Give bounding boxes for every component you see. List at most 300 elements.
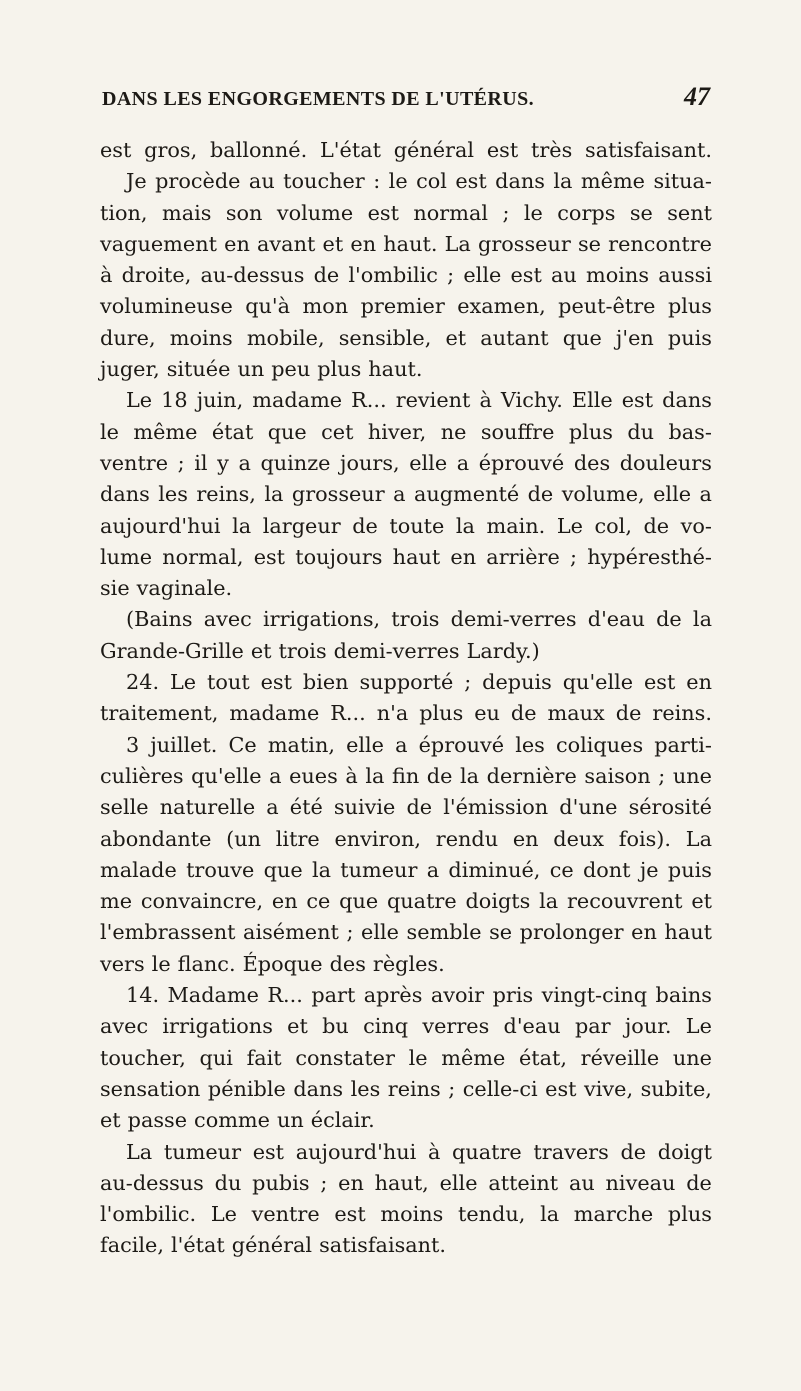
word: le [100, 419, 119, 444]
word: rendu [435, 826, 499, 851]
word: environ, [334, 826, 422, 851]
word: au [248, 169, 275, 194]
text-line [100, 886, 712, 917]
text-line [100, 980, 712, 1011]
running-head: DANS LES ENGORGEMENTS DE L'UTÉRUS. [102, 88, 535, 110]
word: eues [289, 763, 338, 788]
word: plus [667, 294, 712, 319]
word: droite, [121, 263, 192, 288]
word: de [686, 1170, 712, 1195]
text-line [100, 1137, 712, 1168]
word: toucher [283, 169, 365, 194]
word: reins. [652, 701, 712, 726]
word: largeur [262, 513, 341, 538]
word: juin, [196, 388, 244, 413]
word: avec [100, 1014, 149, 1039]
word: la [460, 763, 480, 788]
word: de [510, 701, 537, 726]
word: : [373, 169, 381, 194]
word: atteint [488, 1170, 559, 1195]
word: de [615, 701, 642, 726]
word: deux [553, 826, 605, 851]
word: plus [317, 357, 362, 382]
page-header [100, 82, 710, 118]
word: (Bains [126, 607, 193, 632]
text-line [100, 385, 712, 416]
word: vive, [583, 1076, 634, 1101]
word: plus [667, 1202, 712, 1227]
word: dure, [100, 325, 156, 350]
word: un [276, 1108, 304, 1133]
word: passe [127, 1108, 188, 1133]
word: a [266, 795, 279, 820]
word: revient [395, 388, 471, 413]
text-line [100, 323, 712, 354]
word: de [527, 482, 554, 507]
word: de [406, 795, 433, 820]
word: verres [422, 1014, 490, 1039]
text-line [100, 573, 712, 604]
word: puis [667, 857, 712, 882]
word: qu'elle [562, 670, 634, 695]
word: la [365, 763, 385, 788]
word: l'émission [443, 795, 549, 820]
text-line [100, 761, 712, 792]
word: peu [271, 357, 311, 382]
word: la [553, 169, 573, 194]
word: état [211, 419, 254, 444]
word: le [388, 169, 408, 194]
word: ; [346, 920, 354, 945]
word: dans [495, 169, 545, 194]
word: après [363, 983, 423, 1008]
text-line [100, 291, 712, 322]
word: ; [464, 670, 472, 695]
word: parti- [654, 732, 712, 757]
word: qu'à [245, 294, 291, 319]
word: été [289, 795, 323, 820]
word: irrigations, [263, 607, 381, 632]
word: travers [533, 1139, 609, 1164]
word: R... [267, 983, 303, 1008]
word: mais [161, 200, 212, 225]
word: elle [409, 450, 448, 475]
word: dans [293, 1076, 344, 1101]
text-line [100, 198, 712, 229]
word: Le [556, 513, 583, 538]
word: dont [582, 857, 631, 882]
word: litre [275, 826, 320, 851]
word: avec [203, 607, 252, 632]
word: la [539, 889, 559, 914]
word: est [545, 1076, 577, 1101]
word: doigts [465, 889, 531, 914]
word: diminué, [448, 857, 541, 882]
word: volume, [561, 482, 645, 507]
word: naturelle [159, 795, 256, 820]
word: Époque [242, 951, 323, 976]
word: quinze [260, 450, 331, 475]
word: son [225, 200, 263, 225]
word: éclair. [310, 1108, 375, 1133]
word: cinq [363, 1014, 409, 1039]
word: et [100, 1108, 121, 1133]
word: irrigations [162, 1014, 273, 1039]
word: les [515, 732, 545, 757]
word: demi-verres [333, 638, 460, 663]
word: corps [557, 200, 616, 225]
word: sérosité [628, 795, 712, 820]
text-line [100, 1043, 712, 1074]
word: la [264, 482, 284, 507]
word: pris [492, 983, 534, 1008]
word: fin [391, 763, 420, 788]
word: constater [295, 1045, 395, 1070]
word: est [455, 169, 487, 194]
word: demi-verres [450, 607, 577, 632]
text-line [100, 1011, 712, 1042]
word: d'eau [587, 607, 645, 632]
word: située [166, 357, 231, 382]
word: L'état [320, 138, 381, 162]
word: l'ombilic [348, 263, 438, 288]
word: aussi [658, 263, 712, 288]
word: vingt-cinq [541, 983, 648, 1008]
word: tout [207, 670, 250, 695]
word: des [573, 450, 611, 475]
word: les [350, 1076, 381, 1101]
word: a [238, 450, 251, 475]
word: l'embrassent [100, 920, 236, 945]
text-line [100, 949, 712, 980]
word: hiver, [367, 419, 427, 444]
word: situa- [653, 169, 712, 194]
word: par [574, 1014, 611, 1039]
word: puis [667, 325, 712, 350]
word: douleurs [619, 450, 712, 475]
word: état, [518, 1045, 567, 1070]
text-line [100, 667, 712, 698]
word: elle [346, 732, 384, 757]
word: vers [100, 951, 145, 976]
word: suivie [333, 795, 396, 820]
word: même [441, 1045, 506, 1070]
word: est [253, 544, 286, 569]
word: culières [100, 763, 184, 788]
word: avant [257, 231, 316, 256]
word: les [158, 482, 188, 507]
word: moins [169, 325, 233, 350]
word: haut, [374, 1170, 429, 1195]
word: sensible, [338, 325, 432, 350]
word: comme [194, 1108, 270, 1133]
word: autant [480, 325, 549, 350]
word: souffre [480, 419, 555, 444]
word: le [523, 200, 543, 225]
word: je [639, 857, 659, 882]
word: pubis [252, 1170, 310, 1195]
word: grosseur [291, 482, 385, 507]
word: est [367, 200, 399, 225]
word: une [672, 1045, 712, 1070]
word: en [271, 889, 298, 914]
word: sent [667, 200, 712, 225]
word: marche [573, 1202, 654, 1227]
text-line [100, 511, 712, 542]
word: au-dessus [100, 1170, 204, 1195]
word: traitement, [100, 701, 219, 726]
text-line [100, 135, 712, 166]
text-line [100, 542, 712, 573]
word: subite, [640, 1076, 712, 1101]
text-line [100, 917, 712, 948]
word: est [621, 388, 654, 413]
word: jours, [340, 450, 400, 475]
text-line [100, 354, 712, 385]
word: même [580, 169, 645, 194]
text-line [100, 166, 712, 197]
word: dans [662, 388, 712, 413]
word: général [393, 138, 475, 162]
word: réveille [580, 1045, 660, 1070]
word: toujours [295, 544, 383, 569]
word: recouvrent [566, 889, 683, 914]
word: malade [100, 857, 177, 882]
word: Lardy.) [466, 638, 540, 663]
word: dernière [486, 763, 577, 788]
body-text [100, 135, 712, 1262]
word: part [311, 983, 356, 1008]
word: haut. [368, 357, 423, 382]
word: fait [246, 1045, 282, 1070]
text-line [100, 824, 712, 855]
word: (un [226, 826, 262, 851]
word: peut-être [558, 294, 656, 319]
word: et [445, 325, 467, 350]
word: à [100, 263, 113, 288]
word: madame [252, 388, 343, 413]
word: ; [320, 1170, 328, 1195]
word: haut. [383, 231, 438, 256]
word: plus [419, 701, 464, 726]
word: reins [387, 1076, 441, 1101]
word: depuis [482, 670, 552, 695]
word: tendu, [458, 1202, 526, 1227]
word: Madame [167, 983, 259, 1008]
word: ventre [251, 1202, 320, 1227]
word: col [416, 169, 447, 194]
word: le [151, 951, 171, 976]
word: ventre [100, 450, 169, 475]
word: elle [463, 263, 502, 288]
word: aujourd'hui [100, 513, 221, 538]
text-line [100, 229, 712, 260]
word: aisément [243, 920, 339, 945]
word: au [551, 263, 577, 288]
word: général [231, 1233, 313, 1258]
word: à [427, 1139, 441, 1164]
word: supporté [359, 670, 454, 695]
word: reins, [196, 482, 256, 507]
word: volumineuse [100, 294, 233, 319]
word: bas- [668, 419, 712, 444]
word: Ce [228, 732, 257, 757]
word: du [627, 419, 655, 444]
word: règles. [372, 951, 445, 976]
word: ; [502, 200, 510, 225]
word: est [644, 670, 676, 695]
word: sie [100, 576, 130, 601]
page-number: 47 [684, 82, 710, 111]
word: eu [474, 701, 500, 726]
word: est [260, 670, 292, 695]
word: R... [351, 388, 387, 413]
word: coliques [555, 732, 644, 757]
word: d'une [559, 795, 618, 820]
word: de [620, 1139, 647, 1164]
word: que [562, 325, 602, 350]
word: facile, [100, 1233, 164, 1258]
word: rencontre [608, 231, 712, 256]
word: ; [569, 544, 577, 569]
word: est [100, 138, 132, 162]
word: se [629, 200, 653, 225]
word: celle-ci [462, 1076, 538, 1101]
word: abondante [100, 826, 212, 851]
word: qui [199, 1045, 233, 1070]
text-line [100, 855, 712, 886]
word: toucher, [100, 1045, 186, 1070]
word: selle [100, 795, 149, 820]
word: premier [360, 294, 445, 319]
text-line [100, 636, 712, 667]
word: moins [380, 1202, 444, 1227]
word: Le [685, 1014, 712, 1039]
word: des [329, 951, 366, 976]
word: ; [177, 450, 185, 475]
word: du [214, 1170, 242, 1195]
word: en [512, 826, 539, 851]
word: même [133, 419, 198, 444]
word: elle [439, 1170, 478, 1195]
word: toute [389, 513, 445, 538]
word: grosseur [478, 231, 571, 256]
word: Grande-Grille [100, 638, 244, 663]
word: plus [568, 419, 613, 444]
word: ; [448, 1076, 456, 1101]
word: n'a [376, 701, 409, 726]
word: vaginale. [136, 576, 233, 601]
word: tumeur [340, 857, 418, 882]
word: éprouvé [418, 732, 505, 757]
word: est [486, 138, 519, 162]
word: prolonger [519, 920, 624, 945]
word: un [237, 357, 265, 382]
word: a [269, 763, 282, 788]
word: Le [126, 388, 153, 413]
text-line [100, 1074, 712, 1105]
word: saison [584, 763, 651, 788]
word: satisfaisant. [585, 138, 712, 162]
word: arrière [486, 544, 560, 569]
word: se [489, 920, 513, 945]
word: semble [406, 920, 482, 945]
word: La [685, 826, 712, 851]
word: la [455, 513, 475, 538]
text-line [100, 417, 712, 448]
word: aujourd'hui [295, 1139, 417, 1164]
word: normal [413, 200, 489, 225]
word: qu'elle [191, 763, 262, 788]
word: une [672, 763, 712, 788]
word: éprouvé [478, 450, 565, 475]
word: ballonné. [209, 138, 308, 162]
text-line [100, 1168, 712, 1199]
word: tumeur [163, 1139, 242, 1164]
word: La [444, 231, 471, 256]
word: la [540, 1202, 560, 1227]
word: col, [594, 513, 632, 538]
text-line [100, 260, 712, 291]
text-line [100, 1230, 712, 1261]
word: il [194, 450, 208, 475]
word: a [456, 450, 470, 475]
word: flanc. [177, 951, 236, 976]
word: de [643, 513, 670, 538]
word: ce [549, 857, 574, 882]
word: ; [658, 763, 666, 788]
word: et [691, 889, 712, 914]
word: de [656, 607, 682, 632]
word: en [631, 920, 657, 945]
word: quatre [386, 889, 457, 914]
word: moins [586, 263, 649, 288]
word: 3 [126, 732, 140, 757]
word: volume [276, 200, 354, 225]
word: Je [126, 169, 147, 194]
word: sensation [100, 1076, 201, 1101]
word: en [224, 231, 250, 256]
word: très [530, 138, 573, 162]
word: cet [321, 419, 354, 444]
word: quatre [452, 1139, 522, 1164]
text-line [100, 479, 712, 510]
word: bien [302, 670, 349, 695]
word: la [311, 857, 331, 882]
word: j'en [615, 325, 654, 350]
word: hypéresthé- [587, 544, 712, 569]
word: au-dessus [200, 263, 305, 288]
word: se [577, 231, 601, 256]
word: La [126, 1139, 153, 1164]
word: lume [100, 544, 153, 569]
word: convaincre, [140, 889, 264, 914]
word: au [568, 1170, 595, 1195]
word: procède [155, 169, 241, 194]
word: 14. [126, 983, 160, 1008]
word: est [334, 1202, 366, 1227]
text-line [100, 1199, 712, 1230]
word: elle [653, 482, 692, 507]
word: trois [278, 638, 327, 663]
word: de [313, 263, 340, 288]
word: à [479, 388, 492, 413]
word: ne [440, 419, 467, 444]
word: le [408, 1045, 428, 1070]
word: mobile, [246, 325, 325, 350]
word: juillet. [150, 732, 218, 757]
word: de [352, 513, 378, 538]
